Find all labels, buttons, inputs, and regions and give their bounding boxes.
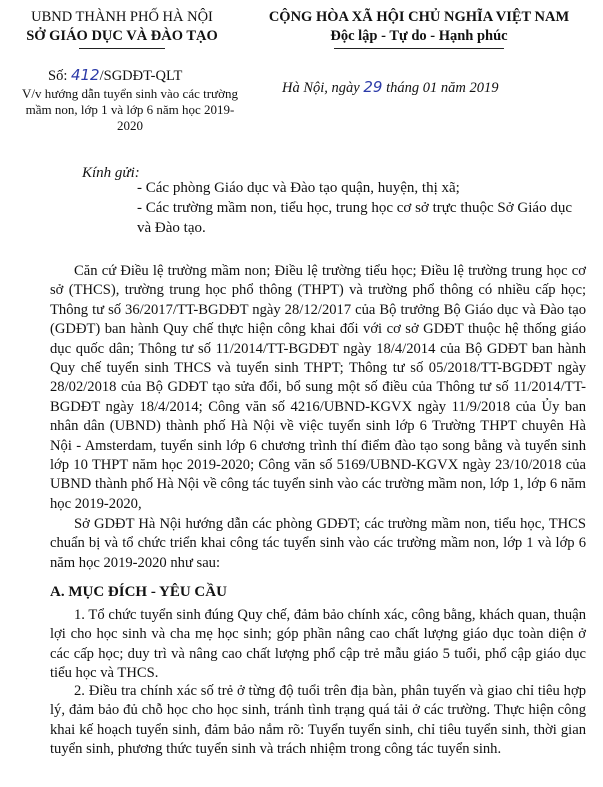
- motto: Độc lập - Tự do - Hạnh phúc: [330, 28, 508, 44]
- issuing-authority: [12, 8, 232, 49]
- org-underline: [79, 48, 165, 49]
- org-line-1: UBND THÀNH PHỐ HÀ NỘI: [31, 9, 213, 25]
- legal-basis-paragraph: Căn cứ Điều lệ trường mầm non; Điều lệ trường tiểu học; Điều lệ trường trung học cơ sở (THCS), trường trung học phổ thông (THPT) và trường phổ thông có nhiều cấp học; Thông tư số 36/2017/TT-BGDĐT ngày 28/12/2017 của Bộ trưởng Bộ Giáo dục và Đào tạo (GDĐT) ban hành Quy chế thực hiện công khai đối với cơ sở GDĐT thuộc hệ thống giáo dục quốc dân; Thông tư số 11/2014/TT-BGDĐT ngày 18/4/2014 của Bộ GDĐT ban hành Quy chế tuyển sinh THCS và tuyển sinh THPT; Thông tư số 05/2018/TT-BGDĐT ngày 28/02/2018 của Bộ GDĐT tạo sửa đổi, bổ sung một số điều của Thông tư số 11/2014/TT-BGDĐT ngày 18/4/2014; Công văn số 4216/UBND-KGVX ngày 11/9/2018 của Ủy ban nhân dân (UBND) thành phố Hà Nội về việc tuyển sinh lớp 6 Trường THPT chuyên Hà Nội - Amsterdam, tuyển sinh lớp 6 chương trình thí điểm đào tạo song bằng và tuyển sinh lớp 10 THPT năm học 2019-2020; Công văn số 5169/UBND-KGVX ngày 23/10/2018 của UBND thành phố Hà Nội về công tác tuyển sinh vào các trường mầm non, lớp 1, lớp 6 năm học 2019-2020,: [50, 263, 586, 512]
- document-subject: V/v hướng dẫn tuyển sinh vào các trường mầm non, lớp 1 và lớp 6 năm học 2019-2020: [22, 86, 238, 133]
- document-number: [48, 66, 182, 85]
- recipient-1: - Các phòng Giáo dục và Đào tạo quận, huyện, thị xã;: [137, 180, 460, 196]
- national-heading: [240, 8, 598, 49]
- document-date: [282, 78, 498, 97]
- date-day-handwritten: 29: [363, 78, 383, 96]
- motto-underline: [334, 48, 504, 49]
- doc-number-prefix: Số:: [48, 68, 71, 84]
- guidance-intro-paragraph: Sở GDĐT Hà Nội hướng dẫn các phòng GDĐT; các trường mầm non, tiểu học, THCS chuẩn bị và tổ chức triển khai công tác tuyển sinh vào các trường mầm non, lớp 1 và lớp 6 năm học 2019-2020 như sau:: [50, 516, 586, 571]
- doc-number-handwritten: 412: [70, 66, 100, 84]
- date-suffix: tháng 01 năm 2019: [382, 80, 499, 96]
- section-a-item-2: 2. Điều tra chính xác số trẻ ở từng độ tuổi trên địa bàn, phân tuyến và giao chỉ tiêu hợp lý, đảm bảo đủ chỗ học cho học sinh, tránh tình trạng quá tải ở các trường. Thực hiện công khai kế hoạch tuyển sinh, đảm bảo nắm rõ: Tuyển tuyển sinh, chỉ tiêu tuyển sinh, thời gian tuyển sinh, phương thức tuyển sinh và trách nhiệm trong công tác tuyển sinh.: [50, 683, 586, 758]
- date-prefix: Hà Nội, ngày: [282, 80, 364, 96]
- section-a-item-1: 1. Tổ chức tuyển sinh đúng Quy chế, đảm bảo chính xác, công bằng, khách quan, thuận lợi cho học sinh và cha mẹ học sinh; góp phần nâng cao chất lượng giáo dục toàn diện ở các cấp học; duy trì và nâng cao chất lượng phổ cập trẻ mẫu giáo 5 tuổi, phổ cập giáo dục tiểu học và THCS.: [50, 607, 586, 682]
- recipient-2: - Các trường mầm non, tiểu học, trung học cơ sở trực thuộc Sở Giáo dục và Đào tạo.: [137, 200, 572, 236]
- section-a-heading: A. MỤC ĐÍCH - YÊU CẦU: [50, 584, 227, 600]
- salutation: Kính gửi:: [82, 165, 140, 181]
- doc-number-suffix: /SGDĐT-QLT: [99, 68, 183, 84]
- nation-title: CỘNG HÒA XÃ HỘI CHỦ NGHĨA VIỆT NAM: [268, 9, 570, 25]
- org-line-2: SỞ GIÁO DỤC VÀ ĐÀO TẠO: [26, 28, 218, 44]
